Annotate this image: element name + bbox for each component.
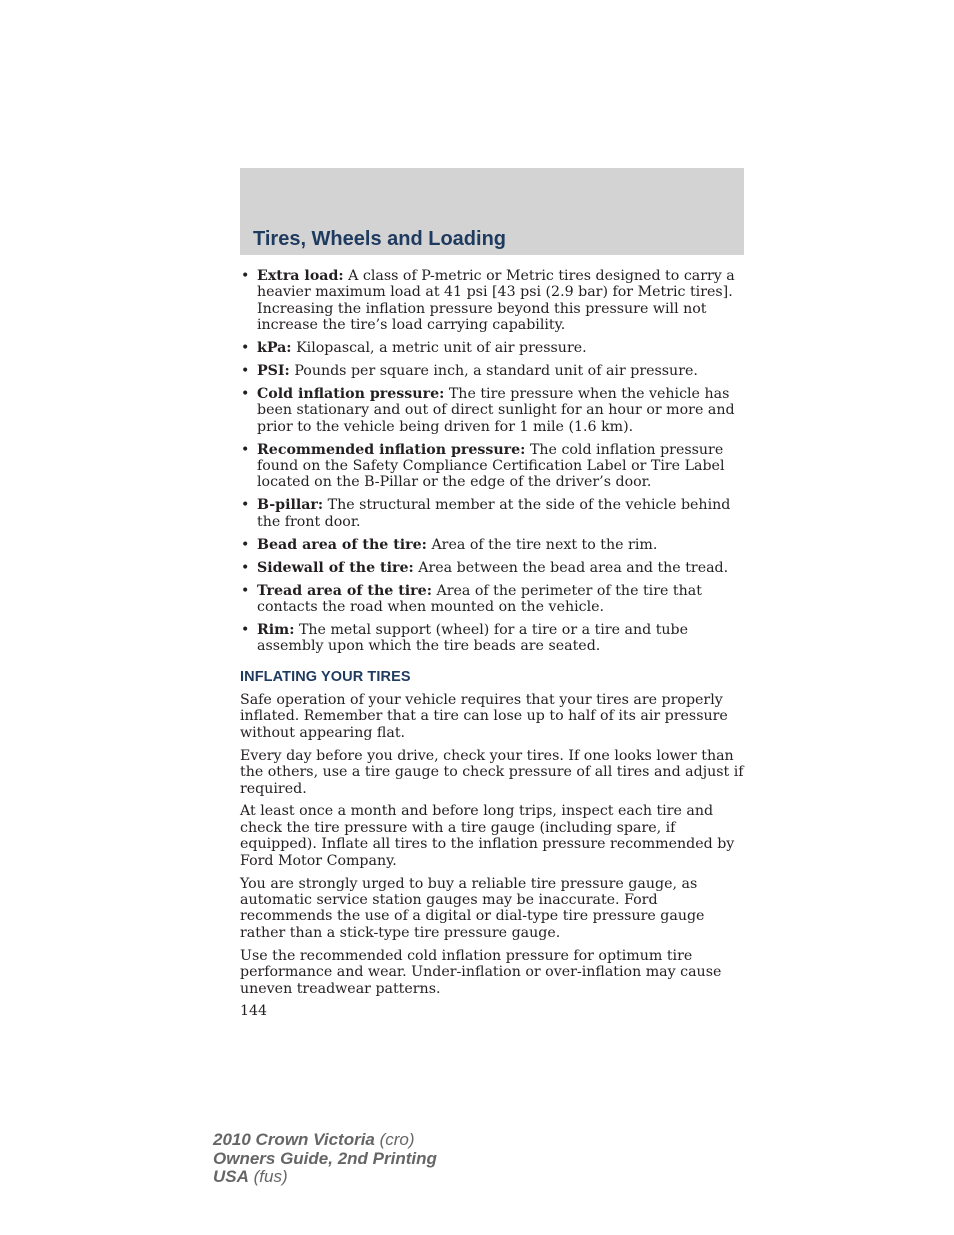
definition-text: Kilopascal, a metric unit of air pressure. xyxy=(296,340,587,357)
bullet-icon: • xyxy=(241,340,250,357)
list-item xyxy=(240,622,746,655)
page-content xyxy=(240,268,746,1020)
footer-model-code: (cro) xyxy=(374,1130,415,1149)
definition-term: PSI: xyxy=(257,363,290,380)
list-item xyxy=(240,497,746,530)
bullet-icon: • xyxy=(241,441,250,458)
body-paragraph: Every day before you drive, check your tires. If one looks lower than the others, use a tire gauge to check pressure of all tires and adjust if required. xyxy=(240,747,744,797)
definition-term: B-pillar: xyxy=(257,497,324,514)
definition-term: kPa: xyxy=(257,340,292,357)
footer-guide: Owners Guide, 2nd Printing xyxy=(213,1148,437,1168)
definition-term: Bead area of the tire: xyxy=(257,536,427,553)
footer-region-code: (fus) xyxy=(248,1167,288,1186)
definition-text: Area of the tire next to the rim. xyxy=(431,536,658,553)
definition-term: Recommended inflation pressure: xyxy=(257,441,526,458)
document-footer xyxy=(213,1131,437,1187)
definition-term: Rim: xyxy=(257,621,295,638)
definition-text: Area of the perimeter of the tire that contacts the road when mounted on the vehicle. xyxy=(257,582,702,615)
definition-list xyxy=(240,268,746,655)
definition-text: Pounds per square inch, a standard unit of air pressure. xyxy=(294,363,698,380)
body-paragraph: Use the recommended cold inflation pressure for optimum tire performance and wear. Under-inflation or over-inflation may cause uneven treadwear patterns. xyxy=(240,947,722,997)
definition-text: The structural member at the side of the vehicle behind the front door. xyxy=(257,497,731,530)
list-item xyxy=(240,583,746,616)
bullet-icon: • xyxy=(241,497,250,514)
footer-line-model xyxy=(213,1131,437,1150)
definition-term: Sidewall of the tire: xyxy=(257,559,414,576)
body-paragraph: You are strongly urged to buy a reliable tire pressure gauge, as automatic service station gauges may be inaccurate. Ford recommends the use of a digital or dial-type tire pressure gauge rather than a stick-type tire pressure gauge. xyxy=(240,875,705,941)
page-number: 144 xyxy=(240,1003,268,1020)
definition-text: The tire pressure when the vehicle has been stationary and out of direct sunlight for an hour or more and prior to the vehicle being driven for 1 mile (1.6 km). xyxy=(257,385,735,435)
footer-region: USA xyxy=(213,1167,249,1186)
definition-term: Cold inflation pressure: xyxy=(257,385,445,402)
definition-text: A class of P-metric or Metric tires designed to carry a heavier maximum load at 41 psi [43 psi (2.9 bar) for Metric tires]. Increasing the inflation pressure beyond this pressure will not increase the tire’s load carrying capability. xyxy=(257,268,735,334)
definition-text: Area between the bead area and the tread. xyxy=(418,559,729,576)
definition-text: The metal support (wheel) for a tire or a tire and tube assembly upon which the tire beads are seated. xyxy=(257,621,689,655)
bullet-icon: • xyxy=(241,536,250,553)
body-paragraph: At least once a month and before long trips, inspect each tire and check the tire pressure with a tire gauge (including spare, if equipped). Inflate all tires to the inflation pressure recommended by Ford Motor Company. xyxy=(240,803,735,869)
bullet-icon: • xyxy=(241,582,250,599)
body-paragraph: Safe operation of your vehicle requires that your tires are properly inflated. Remember that a tire can lose up to half of its air pressure without appearing flat. xyxy=(240,692,728,741)
definition-term: Extra load: xyxy=(257,268,344,284)
list-item xyxy=(240,363,746,379)
list-item xyxy=(240,442,746,491)
bullet-icon: • xyxy=(241,363,250,380)
footer-line-guide xyxy=(213,1150,437,1169)
footer-line-region xyxy=(213,1168,437,1187)
bullet-icon: • xyxy=(241,559,250,576)
list-item xyxy=(240,268,746,334)
footer-model: 2010 Crown Victoria xyxy=(213,1130,375,1149)
definition-term: Tread area of the tire: xyxy=(257,582,432,599)
inflating-heading: INFLATING YOUR TIRES xyxy=(240,668,411,685)
list-item xyxy=(240,386,746,435)
list-item xyxy=(240,537,746,553)
section-title: Tires, Wheels and Loading xyxy=(253,228,507,250)
section-header-band xyxy=(240,168,744,255)
bullet-icon: • xyxy=(241,268,250,284)
bullet-icon: • xyxy=(241,621,250,638)
list-item xyxy=(240,340,746,356)
list-item xyxy=(240,560,746,576)
bullet-icon: • xyxy=(241,385,250,402)
definition-text: The cold inflation pressure found on the Safety Compliance Certification Label or Tire Label located on the B-Pillar or the edge of the driver’s door. xyxy=(257,441,725,491)
